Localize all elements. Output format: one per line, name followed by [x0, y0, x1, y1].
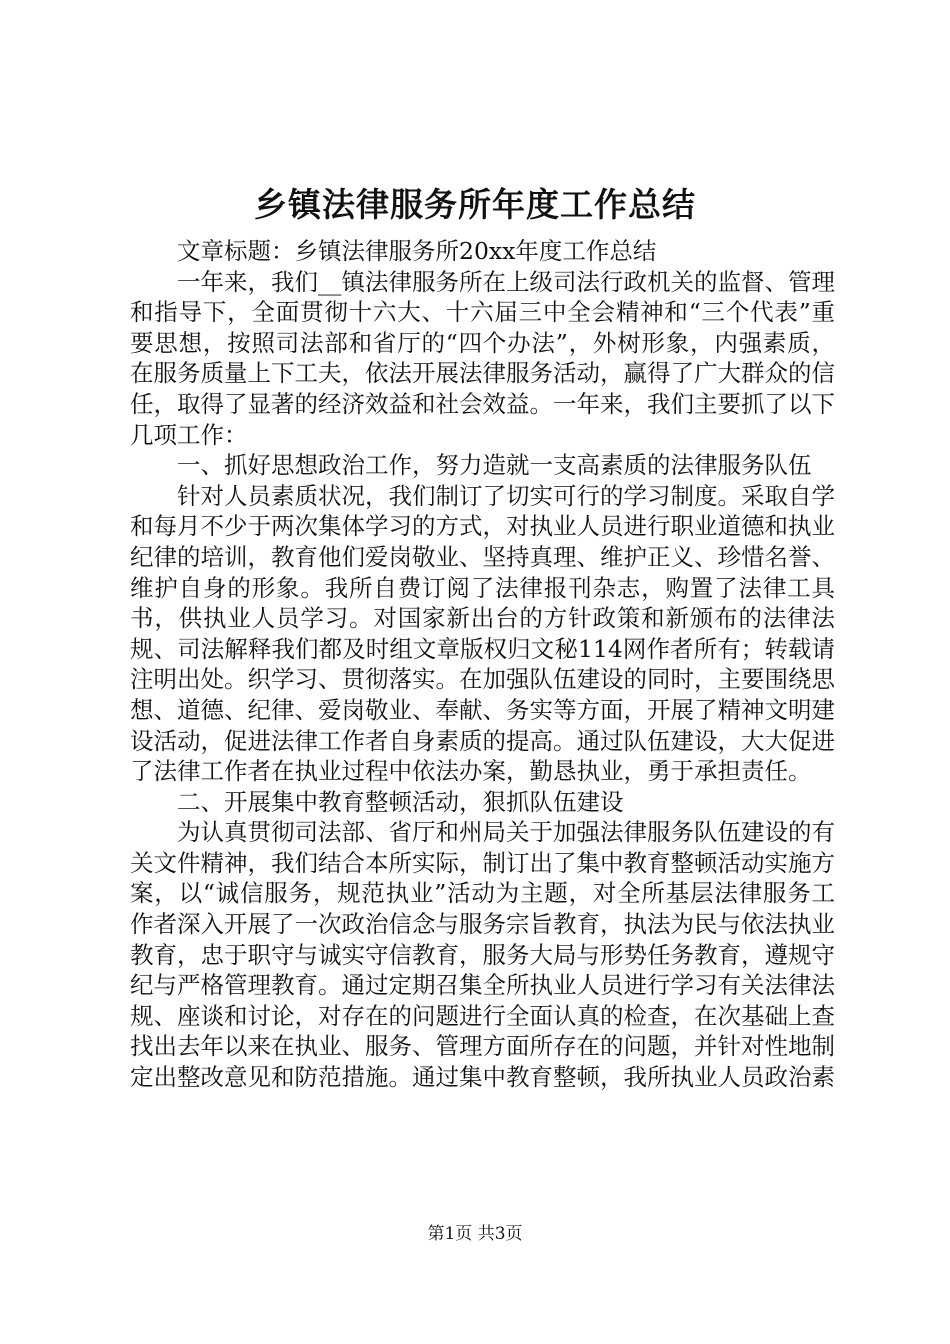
document-title: 乡镇法律服务所年度工作总结: [254, 185, 696, 224]
intro-paragraph: 一年来，我们__镇法律服务所在上级司法行政机关的监督、管理和指导下，全面贯彻十六大、十六届三中全会精神和“三个代表”重要思想，按照司法部和省厅的“四个办法”，外树形象，内强素质，在服务质量上下工夫，依法开展法律服务活动，赢得了广大群众的信任，取得了显著的经济效益和社会效益。一年来，我们主要抓了以下几项工作：: [130, 267, 835, 449]
section-heading-2: 二、开展集中教育整顿活动，狠抓队伍建设: [177, 787, 624, 816]
page-number-footer: 第1页 共3页: [427, 1224, 523, 1244]
document-body: [130, 236, 835, 1093]
section-heading-1: 一、抓好思想政治工作，努力造就一支高素质的法律服务队伍: [177, 451, 812, 480]
section-2-paragraph: 为认真贯彻司法部、省厅和州局关于加强法律服务队伍建设的有关文件精神，我们结合本所实际，制订出了集中教育整顿活动实施方案，以“诚信服务，规范执业”活动为主题，对全所基层法律服务工作者深入开展了一次政治信念与服务宗旨教育，执法为民与依法执业教育，忠于职守与诚实守信教育，服务大局与形势任务教育，遵规守纪与严格管理教育。通过定期召集全所执业人员进行学习有关法律法规、座谈和讨论，对存在的问题进行全面认真的检查，在次基础上查找出去年以来在执业、服务、管理方面所存在的问题，并针对性地制定出整改意见和防范措施。通过集中教育整顿，我所执业人员政治素: [130, 818, 835, 1092]
section-1-paragraph: 针对人员素质状况，我们制订了切实可行的学习制度。采取自学和每月不少于两次集体学习的方式，对执业人员进行职业道德和执业纪律的培训，教育他们爱岗敬业、坚持真理、维护正义、珍惜名誉、维护自身的形象。我所自费订阅了法律报刊杂志，购置了法律工具书，供执业人员学习。对国家新出台的方针政策和新颁布的法律法规、司法解释我们都及时组文章版权归文秘114网作者所有；转载请注明出处。织学习、贯彻落实。在加强队伍建设的同时，主要围绕思想、道德、纪律、爱岗敬业、奉献、务实等方面，开展了精神文明建设活动，促进法律工作者自身素质的提高。通过队伍建设，大大促进了法律工作者在执业过程中依法办案，勤恳执业，勇于承担责任。: [130, 481, 835, 786]
article-title-line: 文章标题：乡镇法律服务所20xx年度工作总结: [177, 237, 657, 265]
